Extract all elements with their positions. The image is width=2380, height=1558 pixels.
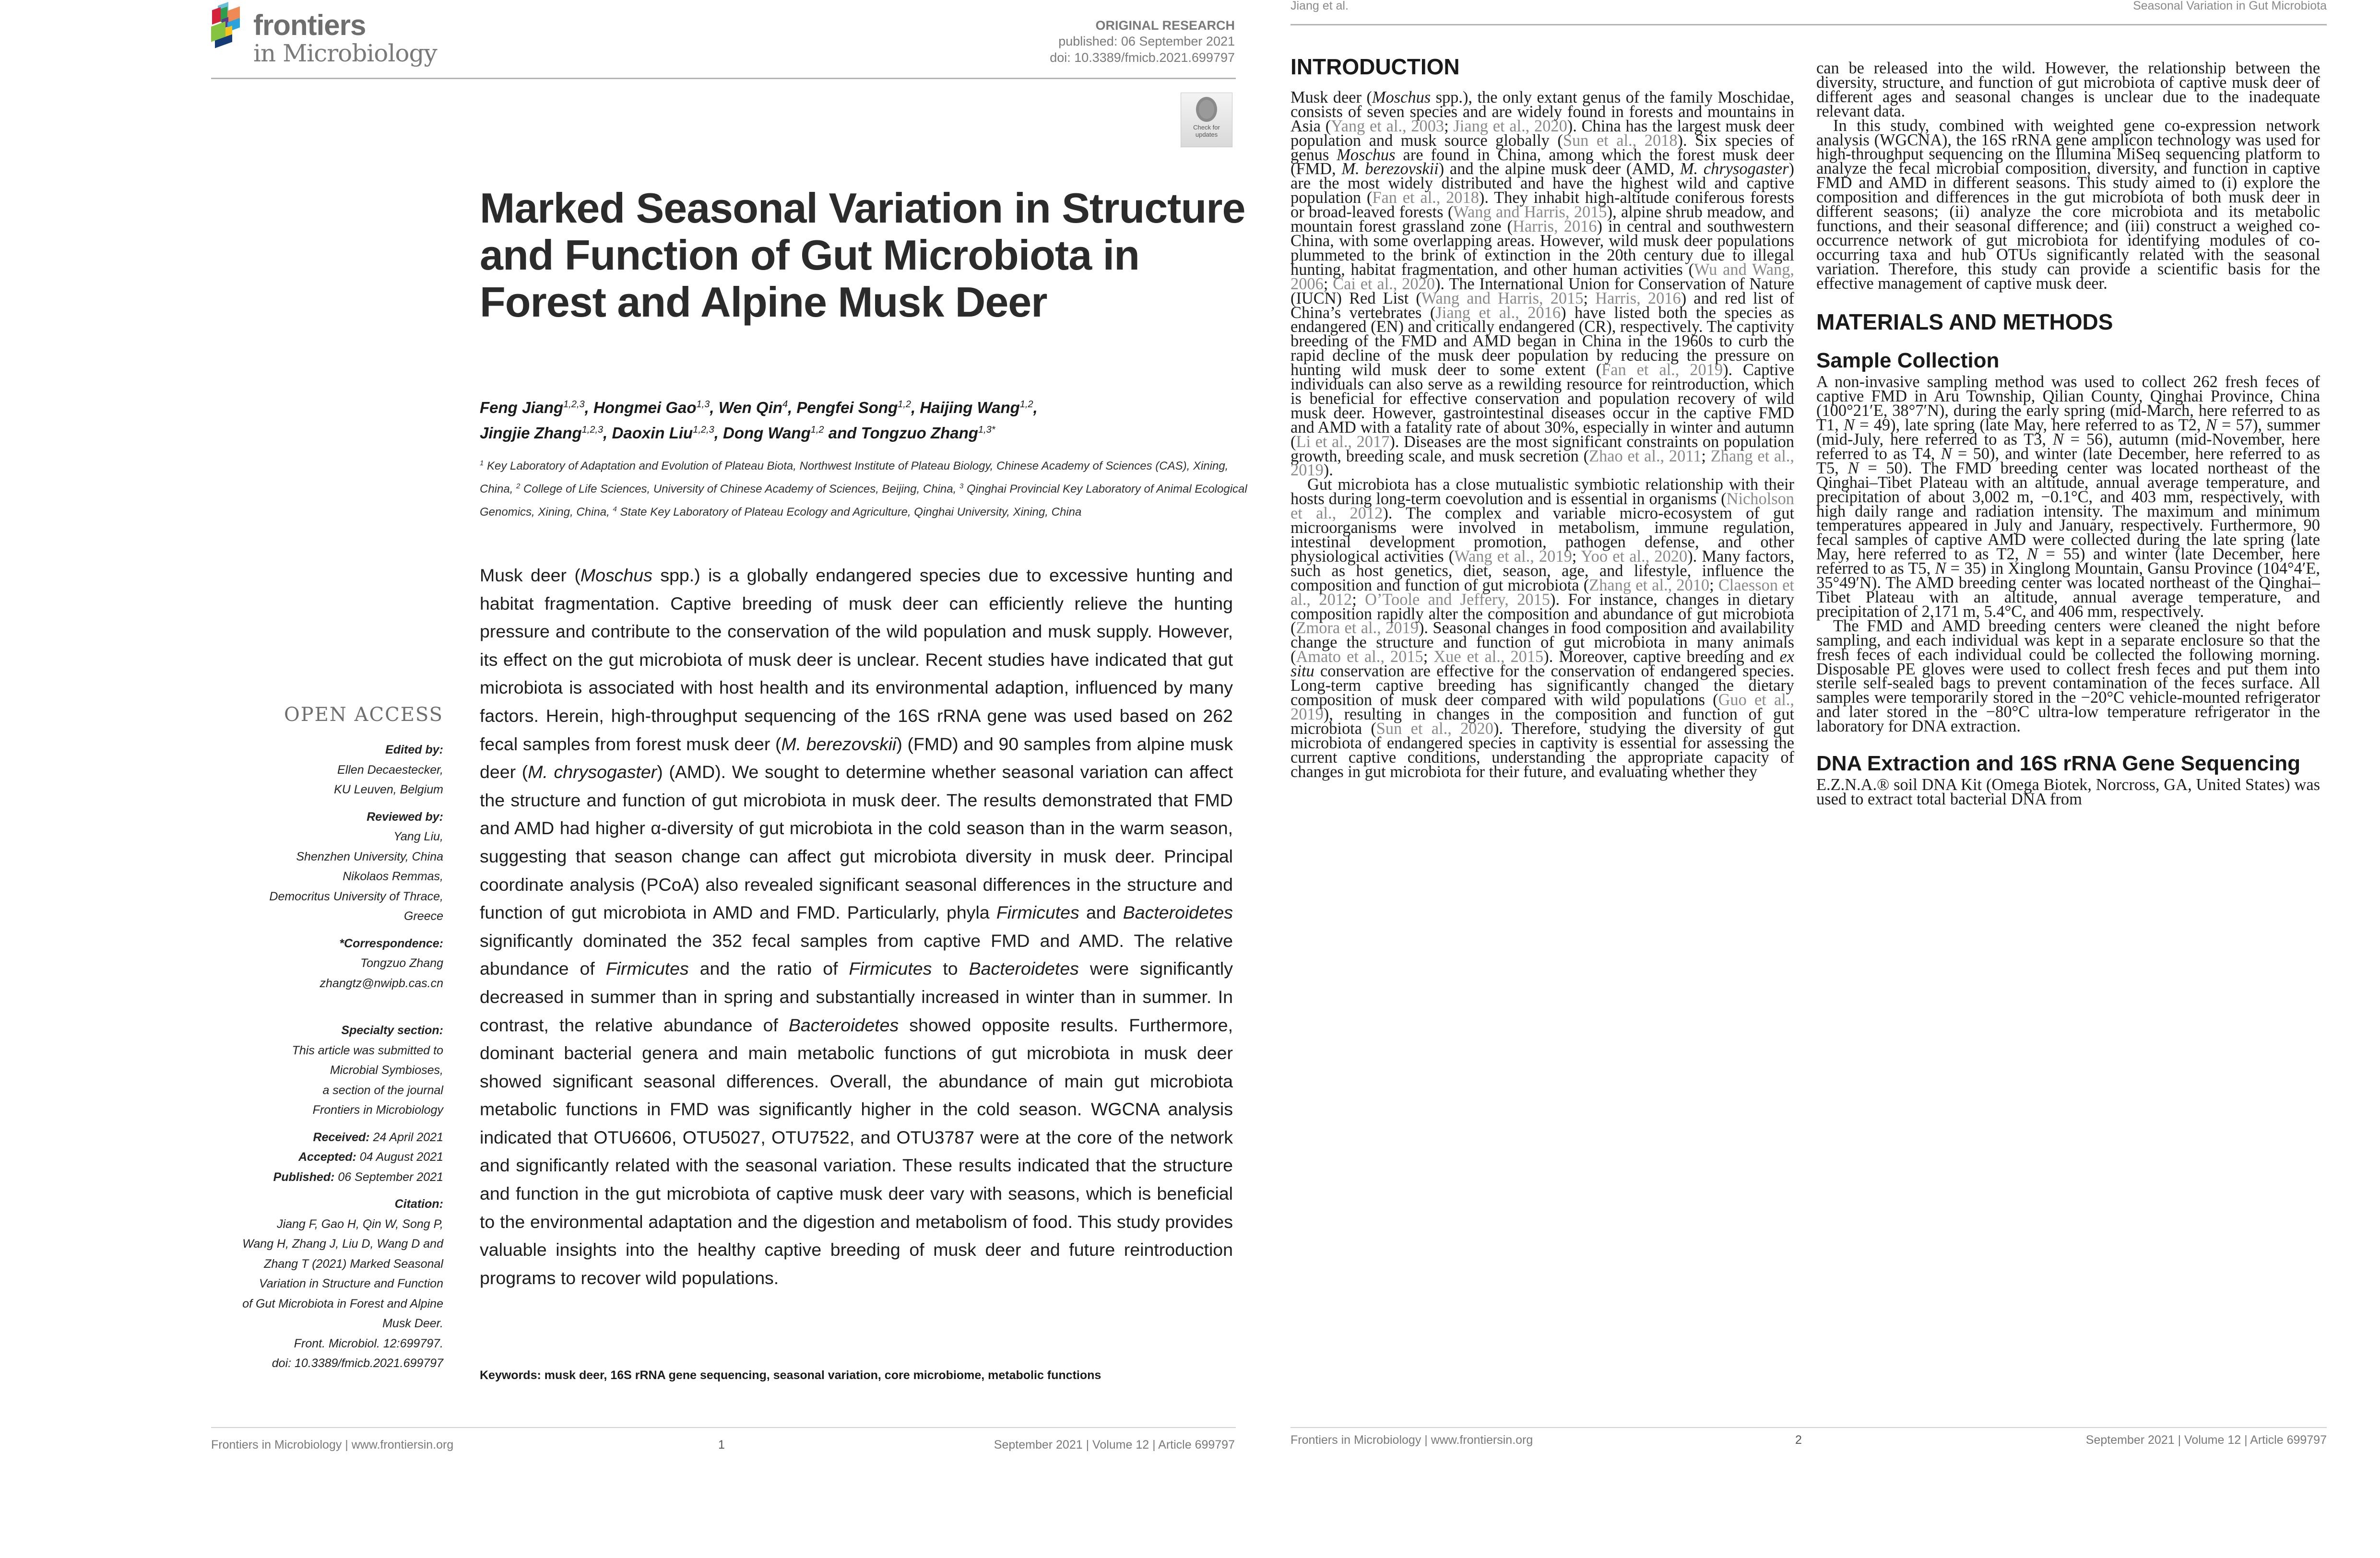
author-list: Feng Jiang$^{1,2,3}$, Hongmei Gao$^{1,3}$, Wen Qin$^4$, Pengfei Song$^{1,2}$, Haijing Wang$^{1,2}$, Jingjie Zhang$^{1,2,3}$, Daoxin Liu$^{1,2,3}$, Dong Wang$^{1,2}$ and Tongzuo Zhang$^{1,3*}$	[480, 399, 1038, 442]
header-divider	[211, 78, 1236, 79]
author-name[interactable]: Wen Qin	[718, 399, 782, 416]
citation-link[interactable]: Nicholson et al., 2012	[1291, 490, 1794, 523]
italic-term: N	[2205, 416, 2217, 435]
published-date: published: 06 September 2021	[1058, 34, 1235, 48]
italic-term: ex situ	[1291, 648, 1795, 681]
logo-wordmark: frontiers	[253, 9, 366, 41]
check-updates-label: Check for	[1193, 124, 1220, 131]
citation-link[interactable]: Zhao et al., 2011	[1589, 447, 1702, 465]
citation-link[interactable]: Amato et al., 2015	[1296, 648, 1423, 666]
italic-term: M. berezovskii	[1341, 160, 1439, 178]
frontiers-logo[interactable]	[211, 2, 461, 74]
dna-extraction-text	[1816, 778, 2320, 807]
footer-issue-info: September 2021 | Volume 12 | Article 699797	[2085, 1433, 2327, 1447]
reviewer-line: Shenzhen University, China	[296, 850, 443, 863]
keywords: Keywords: musk deer, 16S rRNA gene sequencing, seasonal variation, core microbiome, metabolic functions	[480, 1369, 1101, 1382]
italic-term: N	[1935, 559, 1946, 578]
italic-term: Firmicutes	[605, 958, 689, 979]
page-2	[1257, 0, 2380, 1558]
italic-term: N	[1844, 416, 1855, 435]
citation-line: Variation in Structure and Function	[259, 1277, 443, 1290]
citation-link[interactable]: Wang and Harris, 2015	[1421, 289, 1584, 307]
specialty-line: a section of the journal	[322, 1083, 443, 1097]
running-head-authors: Jiang et al.	[1291, 0, 1349, 12]
doi-link[interactable]: doi: 10.3389/fmicb.2021.699797	[1050, 50, 1235, 65]
published-label: Published:	[273, 1170, 335, 1184]
affiliation-text: State Key Laboratory of Plateau Ecology and Agriculture, Qinghai University, Xining, China	[616, 506, 1082, 519]
page-number: 2	[1795, 1433, 1802, 1447]
author-name[interactable]: Tongzuo Zhang	[861, 424, 978, 442]
citation-link[interactable]: Yang et al., 2003	[1331, 117, 1445, 135]
accepted-row	[211, 1147, 443, 1168]
citation-link[interactable]: Guo et al., 2019	[1291, 690, 1795, 723]
italic-term: Bacteroidetes	[969, 958, 1079, 979]
left-column	[1291, 54, 1795, 781]
italic-term: Moschus	[1337, 145, 1396, 164]
article-type: ORIGINAL RESEARCH	[1095, 18, 1235, 33]
italic-term: Bacteroidetes	[1123, 902, 1233, 923]
italic-term: Bacteroidetes	[788, 1015, 899, 1035]
introduction-continued	[1816, 61, 2320, 291]
author-name[interactable]: Dong Wang	[723, 424, 811, 442]
footer-divider	[211, 1427, 1236, 1428]
citation-label: Citation:	[394, 1197, 443, 1211]
affiliation-number: 2	[516, 482, 521, 490]
page-number: 1	[718, 1438, 725, 1452]
paragraph: In this study, combined with weighted gene co-expression network analysis (WGCNA), the 16S rRNA gene amplicon technology was used for high-throughput sequencing on the Illumina MiSeq sequencing platform to analyze the fecal microbial composition, diversity, and function in captive FMD and AMD in different seasons. This study aimed to (i) explore the composition and differences in the gut microbiota of both musk deer in different seasons; (ii) analyze the core microbiota and its metabolic functions, and their seasonal difference; and (iii) construct a weighed co-occurrence network of gut microbiota for identifying modules of co-occurring taxa and hub OTUs significantly related with the seasonal variation. Therefore, this study can provide a scientific basis for the effective management of captive musk deer.	[1816, 116, 2320, 293]
citation-link[interactable]: O’Toole and Jeffery, 2015	[1365, 590, 1551, 609]
citation-link[interactable]: Harris, 2016	[1595, 289, 1681, 307]
citation-link[interactable]: Sun et al., 2018	[1563, 131, 1678, 150]
journal-name: in Microbiology	[253, 39, 437, 67]
paragraph: Musk deer (Moschus spp.), the only extant genus of the family Moschidae, consists of seven species and are widely found in forests and mountains in Asia (Yang et al., 2003; Jiang et al., 2020). China has the largest musk deer population and musk source globally (Sun et al., 2018). Six species of genus Moschus are found in China, among which the forest musk deer (FMD, M. berezovskii) and the alpine musk deer (AMD, M. chrysogaster) are the most widely distributed and have the highest wild and captive population (Fan et al., 2018). They inhabit high-altitude coniferous forests or broad-leaved forests (Wang and Harris, 2015), alpine shrub meadow, and mountain forest grassland zone (Harris, 2016) in central and southwestern China, with some overlapping areas. However, wild musk deer populations plummeted to the brink of extinction in the 20th century due to illegal hunting, habitat fragmentation, and other human activities (Wu and Wang, 2006; Cai et al., 2020). The International Union for Conservation of Nature (IUCN) Red List (Wang and Harris, 2015; Harris, 2016) and red list of China’s vertebrates (Jiang et al., 2016) have listed both the species as endangered (EN) and critically endangered (CR), respectively. The captivity breeding of the FMD and AMD began in China in the 1960s to curb the rapid decline of the musk deer population by reducing the pressure on hunting wild musk deer to some extent (Fan et al., 2019). Captive individuals can also serve as a rewilding resource for reintroduction, which is beneficial for effective conservation and population recovery of wild musk deer. However, gastrointestinal diseases occur in the captive FMD and AMD with a fatality rate of about 30%, especially in winter and autumn (Li et al., 2017). Diseases are the most significant constraints on population growth, breeding scale, and musk secretion (Zhao et al., 2011; Zhang et al., 2019).	[1291, 88, 1795, 480]
citation-line: Wang H, Zhang J, Liu D, Wang D and	[242, 1237, 443, 1251]
citation-link[interactable]: Jiang et al., 2016	[1435, 303, 1561, 322]
right-column	[1816, 61, 2320, 807]
italic-term: Moschus	[1372, 88, 1431, 106]
accepted-label: Accepted:	[298, 1150, 356, 1164]
author-name[interactable]: Pengfei Song	[796, 399, 898, 416]
published-row	[211, 1168, 443, 1188]
article-title: Marked Seasonal Variation in Structure and Function of Gut Microbiota in Forest and Alpine Musk Deer	[480, 184, 1245, 326]
affiliation-text: Qinghai Provincial Key Laboratory of Animal Ecological Genomics, Xining, China,	[480, 483, 1247, 519]
reviewer-line: Democritus University of Thrace,	[269, 889, 443, 903]
section-heading-introduction: INTRODUCTION	[1291, 54, 1460, 79]
footer-issue-info: September 2021 | Volume 12 | Article 699797	[994, 1438, 1235, 1452]
check-for-updates-button[interactable]	[1181, 93, 1232, 147]
correspondent-name: Tongzuo Zhang	[360, 956, 443, 970]
footer-journal-link[interactable]: Frontiers in Microbiology | www.frontiersin.org	[211, 1438, 454, 1452]
correspondence-label: *Correspondence:	[339, 936, 443, 950]
footer-divider	[1291, 1427, 2327, 1428]
author-name[interactable]: Hongmei Gao	[593, 399, 697, 416]
subsection-heading-dna-extraction: DNA Extraction and 16S rRNA Gene Sequencing	[1816, 752, 2300, 776]
received-label: Received:	[313, 1130, 370, 1144]
subsection-heading-sample-collection: Sample Collection	[1816, 349, 2000, 373]
citation-link[interactable]: Jiang et al., 2020	[1453, 117, 1567, 135]
frontiers-cubes-icon	[211, 2, 249, 47]
published-date-sidebar: 06 September 2021	[338, 1170, 443, 1184]
author-affiliation-marker: 1,3*	[978, 425, 995, 435]
citation-line: Musk Deer.	[382, 1317, 443, 1330]
editor-name: Ellen Decaestecker,	[337, 763, 443, 777]
paragraph: A non-invasive sampling method was used to collect 262 fresh feces of captive FMD in Aru Township, Qilian County, Qinghai Province, China (100°21′E, 38°7′N), during the early spring (mid-March, here referred to as T1, N = 49), late spring (late May, here referred to as T2, N = 57), summer (mid-July, here referred to as T3, N = 56), autumn (mid-November, here referred to as T4, N = 50), and winter (late December, here referred to as T5, N = 50). The FMD breeding center was located northeast of the Qinghai–Tibet Plateau with an altitude, annual average temperature, and precipitation of about 3,002 m, −0.1°C, and 403 mm, respectively, with high daily range and radiation intensity. The maximum and minimum temperatures appeared in July and January, respectively. Furthermore, 90 fecal samples of captive AMD were collected during the late spring (late May, here referred to as T2, N = 55) and winter (late December, here referred to as T5, N = 35) in Xinglong Mountain, Gansu Province (104°4′E, 35°49′N). The AMD breeding center was located northeast of the Qinghai–Tibet Plateau with an altitude, annual average temperature, and precipitation of 2,171 m, 5.4°C, and 406 mm, respectively.	[1816, 373, 2321, 621]
citation-link[interactable]: Yoo et al., 2020	[1581, 547, 1688, 566]
author-affiliation-marker: 4	[782, 399, 788, 410]
citation-link[interactable]: Wang et al., 2019	[1454, 547, 1572, 566]
sidebar-lower	[211, 1021, 443, 1374]
citation-line: Jiang F, Gao H, Qin W, Song P,	[277, 1217, 443, 1231]
citation-link[interactable]: Zhang et al., 2010	[1589, 576, 1710, 594]
citation-link[interactable]: Zmora et al., 2019	[1296, 619, 1419, 637]
section-heading-methods: MATERIALS AND METHODS	[1816, 309, 2113, 334]
italic-term: M. chrysogaster	[1680, 160, 1789, 178]
author-name[interactable]: Haijing Wang	[920, 399, 1020, 416]
citation-doi-link[interactable]: doi: 10.3389/fmicb.2021.699797	[272, 1357, 443, 1370]
sidebar	[211, 703, 443, 993]
specialty-line: Frontiers in Microbiology	[312, 1103, 443, 1117]
author-name[interactable]: Jingjie Zhang	[480, 424, 582, 442]
citation-line: of Gut Microbiota in Forest and Alpine	[242, 1297, 443, 1310]
author-affiliation-marker: 1,2	[898, 399, 912, 410]
received-date: 24 April 2021	[373, 1130, 443, 1144]
running-head-title: Seasonal Variation in Gut Microbiota	[2133, 0, 2327, 12]
citation-link[interactable]: Claesson et al., 2012	[1291, 576, 1794, 609]
paragraph: E.Z.N.A.® soil DNA Kit (Omega Biotek, Norcross, GA, United States) was used to extract total bacterial DNA from	[1816, 776, 2320, 808]
citation-link[interactable]: Xue et al., 2015	[1433, 648, 1544, 666]
citation-link[interactable]: Zhang et al., 2019	[1291, 447, 1795, 480]
citation-line: Zhang T (2021) Marked Seasonal	[264, 1257, 443, 1271]
italic-term: N	[2026, 545, 2038, 564]
affiliation-number: 3	[959, 482, 964, 490]
specialty-line: Microbial Symbioses,	[330, 1063, 443, 1077]
affiliations	[480, 453, 1247, 522]
reviewer-line: Yang Liu,	[393, 830, 443, 843]
author-name[interactable]: Feng Jiang	[480, 399, 564, 416]
sample-collection-text	[1816, 375, 2320, 734]
italic-term: N	[1847, 459, 1859, 477]
specialty-section-label: Specialty section:	[341, 1024, 443, 1037]
accepted-date: 04 August 2021	[359, 1150, 443, 1164]
italic-term: Firmicutes	[849, 958, 932, 979]
edited-by-label: Edited by:	[385, 743, 443, 756]
received-row	[211, 1128, 443, 1148]
specialty-line: This article was submitted to	[292, 1043, 443, 1057]
footer-journal-link[interactable]: Frontiers in Microbiology | www.frontiersin.org	[1291, 1433, 1533, 1447]
italic-term: Moschus	[580, 565, 652, 585]
reviewer-line: Greece	[404, 909, 443, 923]
reviewer-line: Nikolaos Remmas,	[343, 870, 443, 883]
italic-term: Firmicutes	[996, 902, 1079, 923]
author-affiliation-marker: 1,2,3	[581, 425, 604, 435]
crossmark-icon	[1196, 97, 1217, 122]
citation-link[interactable]: Fan et al., 2018	[1372, 189, 1479, 207]
open-access-label: OPEN ACCESS	[284, 704, 443, 726]
paragraph: The FMD and AMD breeding centers were cleaned the night before sampling, and each individual was kept in a separate enclosure so that the fresh feces of each individual could be collected the following morning. Disposable PE gloves were used to collect fresh feces and put them into sterile self-sealed bags to prevent contamination of the feces surface. All samples were temporarily stored in the −20°C vehicle-mounted refrigerator and later stored in the −80°C ultra-low temperature refrigerator in the laboratory for DNA extraction.	[1816, 616, 2320, 736]
italic-term: M. chrysogaster	[528, 762, 657, 782]
italic-term: M. berezovskii	[781, 733, 897, 754]
author-affiliation-marker: 1,2	[1019, 399, 1033, 410]
editor-affiliation: KU Leuven, Belgium	[334, 783, 443, 796]
paragraph: can be released into the wild. However, the relationship between the diversity, structure, and function of gut microbiota of captive musk deer of different ages and seasonal changes is unclear due to the inadequate relevant data.	[1816, 59, 2320, 120]
reviewed-by-label: Reviewed by:	[367, 810, 443, 824]
affiliation-number: 4	[613, 505, 617, 513]
citation-link[interactable]: Wu and Wang, 2006	[1291, 260, 1794, 293]
article-meta-header	[1050, 18, 1235, 66]
citation-link[interactable]: Cai et al., 2020	[1333, 274, 1435, 293]
header-divider	[1291, 24, 2327, 25]
citation-link[interactable]: Harris, 2016	[1513, 217, 1597, 236]
affiliation-text: Key Laboratory of Adaptation and Evolution of Plateau Biota, Northwest Institute of Plateau Biology, Chinese Academy of Sciences (CAS), Xining, China,	[480, 460, 1229, 496]
author-name[interactable]: Daoxin Liu	[612, 424, 693, 442]
citation-line: Front. Microbiol. 12:699797.	[294, 1336, 443, 1350]
correspondent-email-link[interactable]: zhangtz@nwipb.cas.cn	[320, 976, 443, 990]
author-affiliation-marker: 1,2	[810, 425, 824, 435]
author-affiliation-marker: 1,2,3	[693, 425, 714, 435]
citation-link[interactable]: Sun et al., 2020	[1376, 719, 1493, 738]
affiliation-number: 1	[480, 459, 484, 467]
paragraph: Gut microbiota has a close mutualistic symbiotic relationship with their hosts during long-term coevolution and is essential in organisms (Nicholson et al., 2012). The complex and variable micro-ecosystem of gut microorganisms were involved in metabolism, immune regulation, intestinal development promotion, pathogen defense, and other physiological activities (Wang et al., 2019; Yoo et al., 2020). Many factors, such as host genetics, diet, season, age, and lifestyle, influence the composition and function of gut microbiota (Zhang et al., 2010; Claesson et al., 2012; O’Toole and Jeffery, 2015). For instance, changes in dietary composition rapidly alter the composition and abundance of gut microbiota (Zmora et al., 2019). Seasonal changes in food composition and availability change the structure and function of gut microbiota in many animals (Amato et al., 2015; Xue et al., 2015). Moreover, captive breeding and ex situ conservation are effective for the conservation of endangered species. Long-term captive breeding has significantly changed the dietary composition of musk deer compared with wild populations (Guo et al., 2019), resulting in changes in the composition and function of gut microbiota (Sun et al., 2020). Therefore, studying the diversity of gut microbiota of endangered species in captivity is essential for assessing the current captive conditions, understanding the appropriate capacity of changes in gut microbiota for their future, and evaluating whether they	[1291, 475, 1795, 781]
italic-term: N	[2052, 430, 2064, 449]
author-affiliation-marker: 1,2,3	[563, 399, 585, 410]
abstract: Musk deer (Moschus spp.) is a globally endangered species due to excessive hunting and habitat fragmentation. Captive breeding of musk deer can efficiently relieve the hunting pressure and contribute to the conservation of the wild population and musk supply. However, its effect on the gut microbiota of musk deer is unclear. Recent studies have indicated that gut microbiota is associated with host health and its environmental adaption, influenced by many factors. Herein, high-throughput sequencing of the 16S rRNA gene was used based on 262 fecal samples from forest musk deer (M. berezovskii) (FMD) and 90 samples from alpine musk deer (M. chrysogaster) (AMD). We sought to determine whether seasonal variation can affect the structure and function of gut microbiota in musk deer. The results demonstrated that FMD and AMD had higher α-diversity of gut microbiota in the cold season than in the warm season, suggesting that season change can affect gut microbiota diversity in musk deer. Principal coordinate analysis (PCoA) also revealed significant seasonal differences in the structure and function of gut microbiota in AMD and FMD. Particularly, phyla Firmicutes and Bacteroidetes significantly dominated the 352 fecal samples from captive FMD and AMD. The relative abundance of Firmicutes and the ratio of Firmicutes to Bacteroidetes were significantly decreased in summer than in spring and substantially increased in winter than in summer. In contrast, the relative abundance of Bacteroidetes showed opposite results. Furthermore, dominant bacterial genera and main metabolic functions of gut microbiota in musk deer showed significant seasonal differences. Overall, the abundance of main gut microbiota metabolic functions in FMD was significantly higher in the cold season. WGCNA analysis indicated that OTU6606, OTU5027, OTU7522, and OTU3787 were at the core of the network and significantly related with the seasonal variation. These results indicated that the structure and function in the gut microbiota of captive musk deer vary with seasons, which is beneficial to the environmental adaptation and the digestion and metabolism of food. This study provides valuable insights into the healthy captive breeding of musk deer and future reintroduction programs to recover wild populations.	[480, 565, 1233, 1288]
author-affiliation-marker: 1,3	[696, 399, 710, 410]
citation-link[interactable]: Fan et al., 2019	[1601, 361, 1723, 379]
affiliation-text: College of Life Sciences, University of Chinese Academy of Sciences, Beijing, China,	[520, 483, 959, 496]
citation-link[interactable]: Wang and Harris, 2015	[1453, 203, 1607, 222]
check-updates-label-2: updates	[1195, 131, 1218, 138]
citation-link[interactable]: Li et al., 2017	[1296, 432, 1390, 451]
italic-term: N	[1941, 444, 1952, 463]
introduction-text	[1291, 88, 1795, 781]
